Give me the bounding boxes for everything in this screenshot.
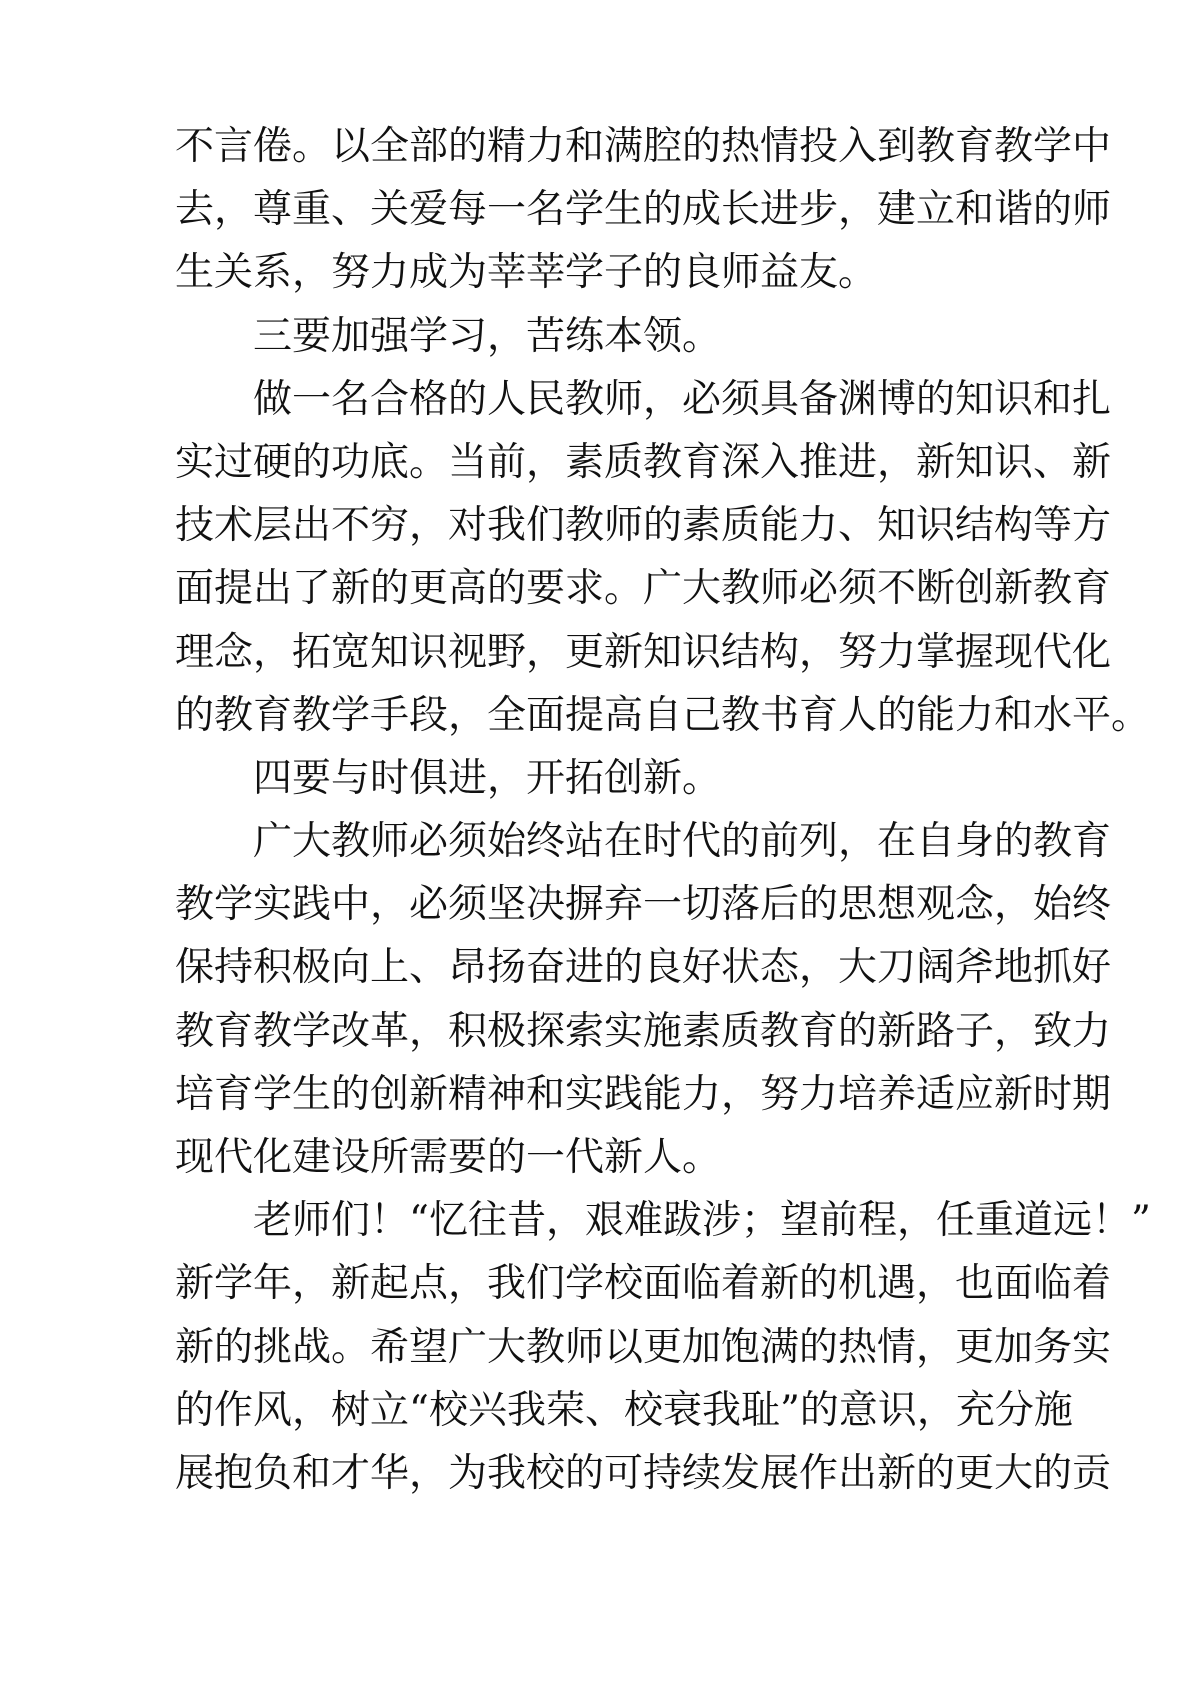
text-line: 技术层出不穷，对我们教师的素质能力、知识结构等方: [175, 503, 1112, 549]
text-line: 不言倦。以全部的精力和满腔的热情投入到教育教学中: [175, 124, 1112, 169]
section-heading: 三要加强学习，苦练本领。: [253, 313, 722, 359]
text-line: 新学年，新起点，我们学校面临着新的机遇，也面临着: [175, 1261, 1112, 1307]
text-line: 去，尊重、关爱每一名学生的成长进步，建立和谐的师: [175, 187, 1112, 233]
section-heading: 四要与时俱进，开拓创新。: [253, 755, 722, 801]
text-line: 生关系，努力成为莘莘学子的良师益友。: [175, 250, 878, 296]
text-line: 新的挑战。希望广大教师以更加饱满的热情，更加务实: [175, 1324, 1112, 1370]
text-line: 展抱负和才华，为我校的可持续发展作出新的更大的贡: [175, 1450, 1112, 1496]
body-text: [175, 115, 1151, 1505]
text-line: 培育学生的创新精神和实践能力，努力培养适应新时期: [175, 1071, 1112, 1117]
text-line: 实过硬的功底。当前，素质教育深入推进，新知识、新: [175, 439, 1112, 485]
text-line: 广大教师必须始终站在时代的前列，在自身的教育: [253, 819, 1112, 865]
text-line: 现代化建设所需要的一代新人。: [175, 1135, 722, 1180]
text-line: 的作风，树立“校兴我荣、校衰我耻”的意识，充分施: [175, 1387, 1073, 1433]
text-line: 面提出了新的更高的要求。广大教师必须不断创新教育: [175, 566, 1112, 612]
text-line: 理念，拓宽知识视野，更新知识结构，努力掌握现代化: [175, 629, 1112, 675]
text-line: 的教育教学手段，全面提高自己教书育人的能力和水平。: [175, 692, 1151, 738]
text-line: 老师们！“忆往昔，艰难跋涉；望前程，任重道远！”: [253, 1198, 1151, 1244]
text-line: 做一名合格的人民教师，必须具备渊博的知识和扎: [253, 376, 1112, 422]
text-line: 保持积极向上、昂扬奋进的良好状态，大刀阔斧地抓好: [175, 945, 1112, 991]
text-line: 教育教学改革，积极探索实施素质教育的新路子，致力: [175, 1008, 1112, 1054]
text-line: 教学实践中，必须坚决摒弃一切落后的思想观念，始终: [175, 882, 1112, 928]
